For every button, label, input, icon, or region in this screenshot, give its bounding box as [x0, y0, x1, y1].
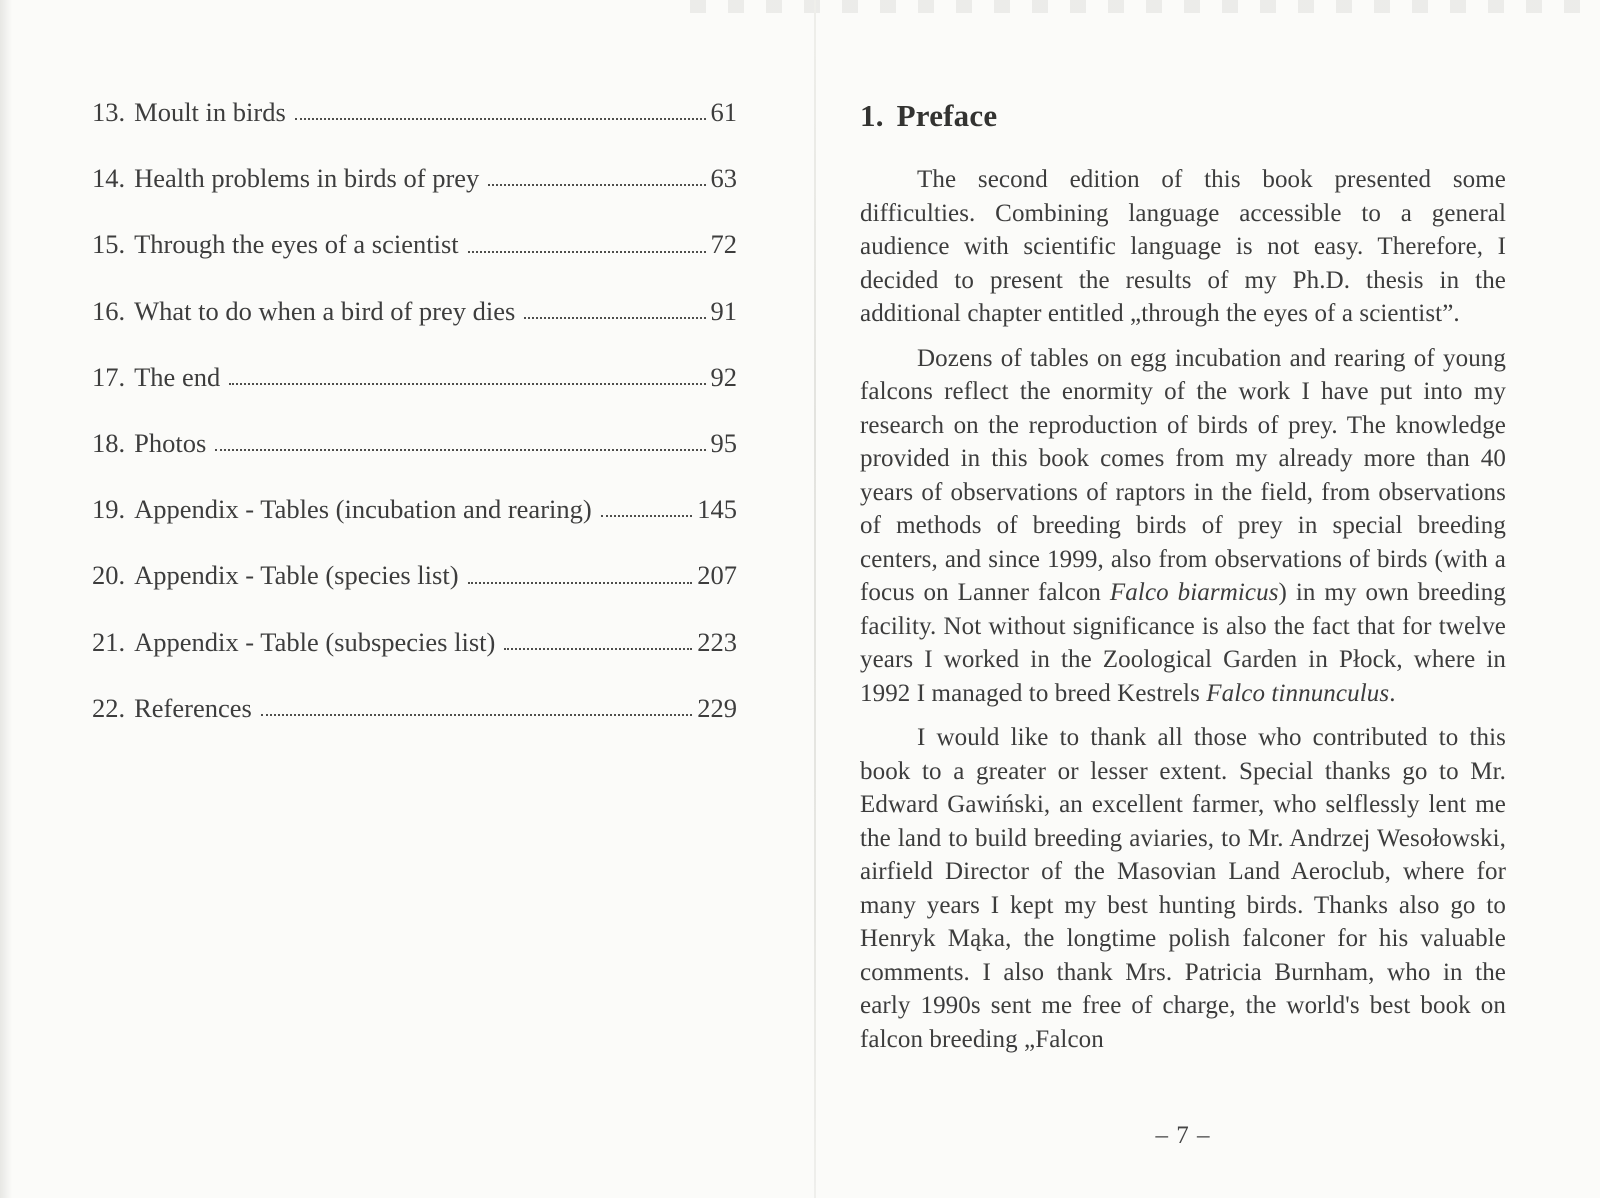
toc-entry: [92, 98, 737, 164]
toc-list: [92, 98, 737, 760]
toc-entry-number: 17.: [92, 361, 126, 392]
toc-entry-number: 19.: [92, 494, 126, 525]
toc-entry-title: What to do when a bird of prey dies: [134, 295, 516, 326]
toc-entry: [92, 230, 737, 296]
toc-dotted-leader: [488, 184, 705, 186]
toc-entry: [92, 561, 737, 627]
toc-entry-number: 16.: [92, 295, 126, 326]
toc-dotted-leader: [468, 251, 706, 253]
toc-entry-page: 61: [710, 97, 737, 127]
preface-page: [860, 98, 1506, 1067]
toc-entry-page: 92: [710, 361, 737, 392]
toc-entry: [92, 363, 737, 429]
toc-entry-title: Health problems in birds of prey: [134, 163, 480, 194]
toc-entry-page: 95: [710, 427, 737, 458]
toc-entry-title: Photos: [134, 427, 207, 458]
page-number: – 7 –: [1155, 1122, 1211, 1149]
toc-entry-title: Moult in birds: [134, 97, 286, 127]
toc-entry-number: 21.: [92, 626, 126, 657]
page-gutter-line: [814, 0, 816, 1198]
toc-entry-label: [92, 297, 515, 326]
toc-dotted-leader: [229, 383, 705, 385]
toc-entry-page: 91: [710, 295, 737, 326]
toc-dotted-leader: [261, 714, 692, 716]
toc-entry-title: The end: [134, 361, 221, 392]
toc-entry: [92, 429, 737, 495]
preface-paragraph: I would like to thank all those who contributed to this book to a greater or lesser extent. Special thanks go to Mr. Edward Gawiński, an excellent farmer, who selflessly lent me the land to build breeding aviaries, to Mr. Andrzej Wesołowski, airfield Director of the Masovian Land Aeroclub, where for many years I kept my best hunting birds. Thanks also go to Henryk Mąka, the longtime polish falconer for his valuable comments. I also thank Mrs. Patricia Burnham, who in the early 1990s sent me free of charge, the world's best book on falcon breeding „Falcon: [860, 724, 1506, 1053]
toc-dotted-leader: [215, 449, 705, 451]
toc-entry-label: [92, 230, 459, 259]
toc-entry-page: 229: [697, 692, 737, 723]
preface-paragraph: The second edition of this book presented some difficulties. Combining language accessible to a general audience with scientific language is not easy. Therefore, I decided to present the results of my Ph.D. thesis in the additional chapter entitled „through the eyes of a scientist”.: [860, 166, 1506, 327]
toc-entry-number: 13.: [92, 97, 126, 127]
toc-dotted-leader: [504, 648, 692, 650]
toc-entry: [92, 628, 737, 694]
chapter-number: 1.: [860, 98, 884, 133]
toc-entry-title: Appendix - Table (subspecies list): [134, 626, 496, 657]
toc-entry-page: 207: [697, 560, 737, 591]
toc-dotted-leader: [295, 118, 706, 120]
toc-entry: [92, 164, 737, 230]
preface-body: [860, 163, 1506, 1056]
toc-dotted-leader: [524, 317, 705, 319]
chapter-title: Preface: [896, 98, 998, 133]
toc-entry-label: [92, 98, 286, 127]
toc-entry-page: 63: [710, 163, 737, 194]
toc-entry-number: 20.: [92, 560, 126, 591]
toc-entry-number: 15.: [92, 229, 126, 260]
toc-entry-label: [92, 628, 495, 657]
toc-entry-page: 145: [697, 494, 737, 525]
toc-entry-label: [92, 363, 220, 392]
toc-entry: [92, 694, 737, 760]
toc-entry: [92, 495, 737, 561]
toc-entry: [92, 297, 737, 363]
toc-entry-label: [92, 495, 592, 524]
toc-entry-page: 223: [697, 626, 737, 657]
toc-entry-number: 18.: [92, 427, 126, 458]
preface-paragraph: Dozens of tables on egg incubation and rearing of young falcons reflect the enormity of the work I have put into my research on the reproduction of birds of prey. The knowledge provided in this book comes from my already more than 40 years of observations of raptors in the field, from observations of methods of breeding birds of prey in special breeding centers, and since 1999, also from observations of birds (with a focus on Lanner falcon Falco biarmicus) in my own breeding facility. Not without significance is also the fact that for twelve years I worked in the Zoological Garden in Płock, where in 1992 I managed to breed Kestrels Falco tinnunculus.: [860, 344, 1506, 707]
toc-entry-title: Appendix - Tables (incubation and rearing): [134, 494, 592, 525]
toc-entry-label: [92, 561, 459, 590]
toc-entry-number: 22.: [92, 692, 126, 723]
toc-dotted-leader: [468, 582, 693, 584]
toc-entry-label: [92, 429, 206, 458]
toc-entry-title: Through the eyes of a scientist: [134, 229, 459, 260]
chapter-heading: [860, 98, 1506, 134]
toc-entry-title: Appendix - Table (species list): [134, 560, 459, 591]
toc-entry-label: [92, 694, 252, 723]
toc-entry-title: References: [134, 692, 252, 723]
toc-dotted-leader: [601, 515, 693, 517]
toc-entry-label: [92, 164, 479, 193]
toc-entry-page: 72: [710, 229, 737, 260]
toc-entry-number: 14.: [92, 163, 126, 194]
scan-top-noise: [690, 0, 1600, 13]
scan-left-edge-shadow: [0, 0, 12, 1198]
